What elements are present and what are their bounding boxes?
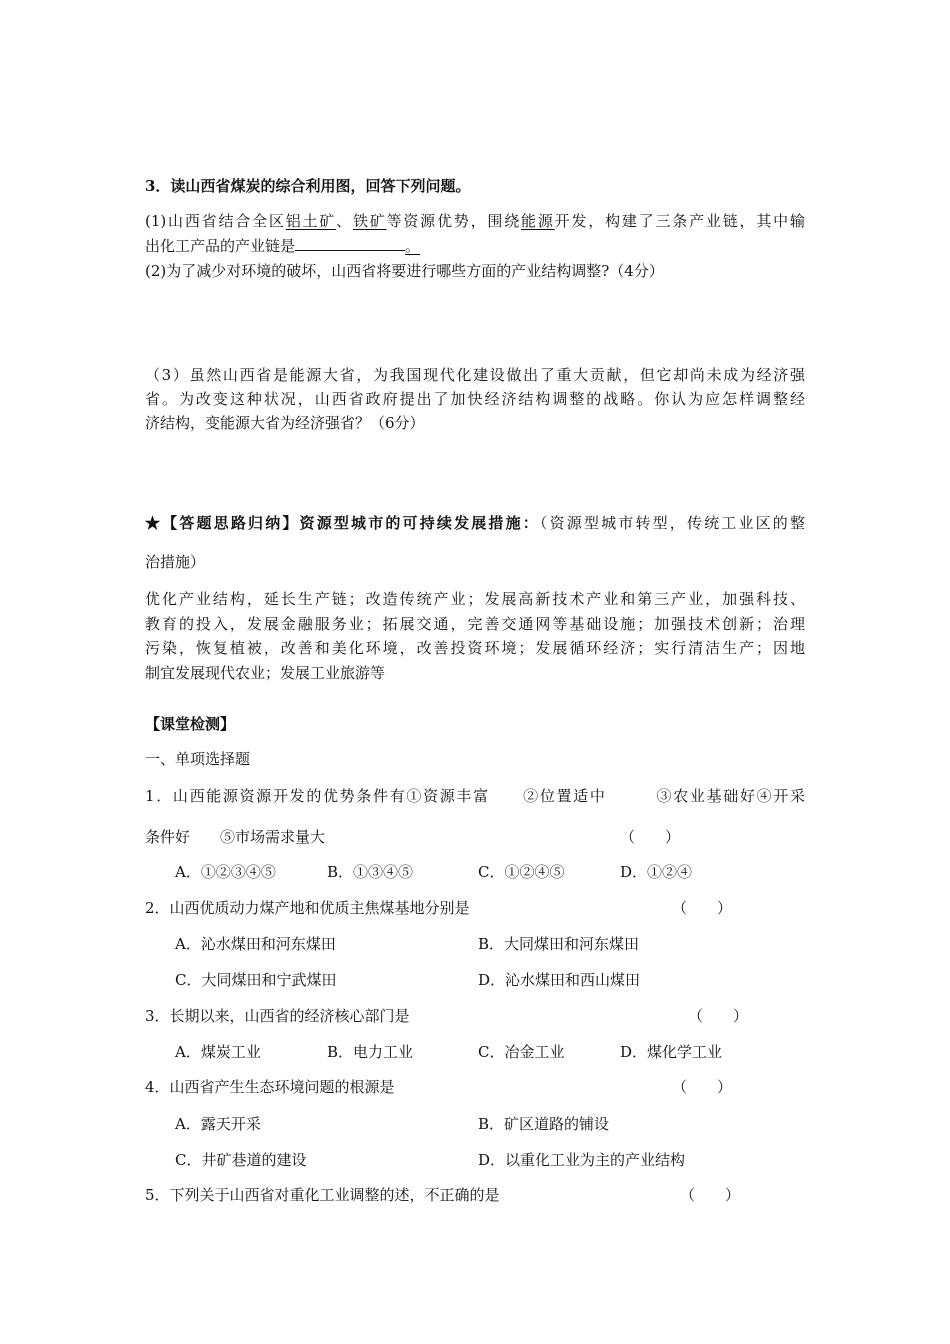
option-d: D．沁水煤田和西山煤田 — [478, 971, 641, 989]
mc-question-1-line1: 1．山西能源资源开发的优势条件有①资源丰富 ②位置适中 ③农业基础好④开采 — [145, 787, 805, 805]
underlined-term-bauxite: 铝土矿 — [285, 212, 337, 230]
question-3-title: 3．读山西省煤炭的综合利用图，回答下列问题。 — [145, 177, 471, 195]
underlined-term-energy: 能源 — [521, 212, 555, 230]
summary-heading: ★【答题思路归纳】资源型城市的可持续发展措施：（资源型城市转型，传统工业区的整 — [145, 514, 805, 532]
option-a: A．煤炭工业 — [175, 1043, 261, 1061]
answer-parentheses: （ ） — [672, 899, 733, 917]
question-3-part3-line3: 济结构，变能源大省为经济强省？（6分） — [145, 414, 425, 432]
option-a: A．①②③④⑤ — [175, 863, 276, 881]
option-b: B．电力工业 — [327, 1043, 414, 1061]
option-b: B．大同煤田和河东煤田 — [478, 935, 640, 953]
mc-question-3: 3．长期以来，山西省的经济核心部门是 — [145, 1007, 410, 1025]
option-c: C．井矿巷道的建设 — [175, 1151, 307, 1169]
answer-parentheses: （ ） — [688, 1007, 749, 1025]
summary-body-line3: 污染，恢复植被，改善和美化环境，改善投资环境；发展循环经济；实行清洁生产；因地 — [145, 639, 805, 657]
option-a: A．露天开采 — [175, 1115, 261, 1133]
option-c: C．①②④⑤ — [478, 863, 565, 881]
question-3-part2: (2)为了减少对环境的破坏，山西省将要进行哪些方面的产业结构调整?（4分） — [145, 262, 664, 280]
mc-question-5: 5．下列关于山西省对重化工业调整的述，不正确的是 — [145, 1186, 500, 1204]
option-d: D．以重化工业为主的产业结构 — [478, 1151, 686, 1169]
option-d: D．①②④ — [620, 863, 693, 881]
answer-blank[interactable] — [295, 236, 405, 251]
summary-body-line1: 优化产业结构，延长生产链；改造传统产业；发展高新技术产业和第三产业，加强科技、 — [145, 590, 805, 608]
question-3-part3-line1: （3）虽然山西省是能源大省，为我国现代化建设做出了重大贡献，但它却尚未成为经济强 — [145, 366, 805, 384]
answer-parentheses: （ ） — [620, 828, 681, 846]
question-3-part1-line2: 出化工产品的产业链是 。 — [145, 237, 421, 255]
question-3-part1-line1: (1)山西省结合全区铝土矿、铁矿等资源优势，围绕能源开发，构建了三条产业链，其中输 — [145, 212, 805, 230]
mc-question-1-line2: 条件好 ⑤市场需求量大 — [145, 828, 326, 846]
underlined-term-iron-ore: 铁矿 — [352, 212, 387, 230]
option-c: C．冶金工业 — [478, 1043, 565, 1061]
classroom-test-heading: 【课堂检测】 — [145, 715, 236, 733]
option-b: B．①③④⑤ — [327, 863, 414, 881]
option-c: C．大同煤田和宁武煤田 — [175, 971, 337, 989]
summary-body-line4: 制宜发展现代农业；发展工业旅游等 — [145, 664, 386, 682]
option-b: B．矿区道路的铺设 — [478, 1115, 610, 1133]
mc-question-4: 4．山西省产生生态环境问题的根源是 — [145, 1078, 395, 1096]
summary-body-line2: 教育的投入，发展金融服务业；拓展交通，完善交通网等基础设施；加强技术创新；治理 — [145, 615, 805, 633]
answer-parentheses: （ ） — [680, 1186, 741, 1204]
answer-parentheses: （ ） — [672, 1078, 733, 1096]
option-a: A．沁水煤田和河东煤田 — [175, 935, 336, 953]
question-3-part3-line2: 省。为改变这种状况，山西省政府提出了加快经济结构调整的战略。你认为应怎样调整经 — [145, 390, 805, 408]
summary-heading-line2: 治措施） — [145, 553, 206, 571]
option-d: D．煤化学工业 — [620, 1043, 723, 1061]
section-single-choice: 一、单项选择题 — [145, 750, 251, 768]
mc-question-2: 2．山西优质动力煤产地和优质主焦煤基地分别是 — [145, 899, 470, 917]
